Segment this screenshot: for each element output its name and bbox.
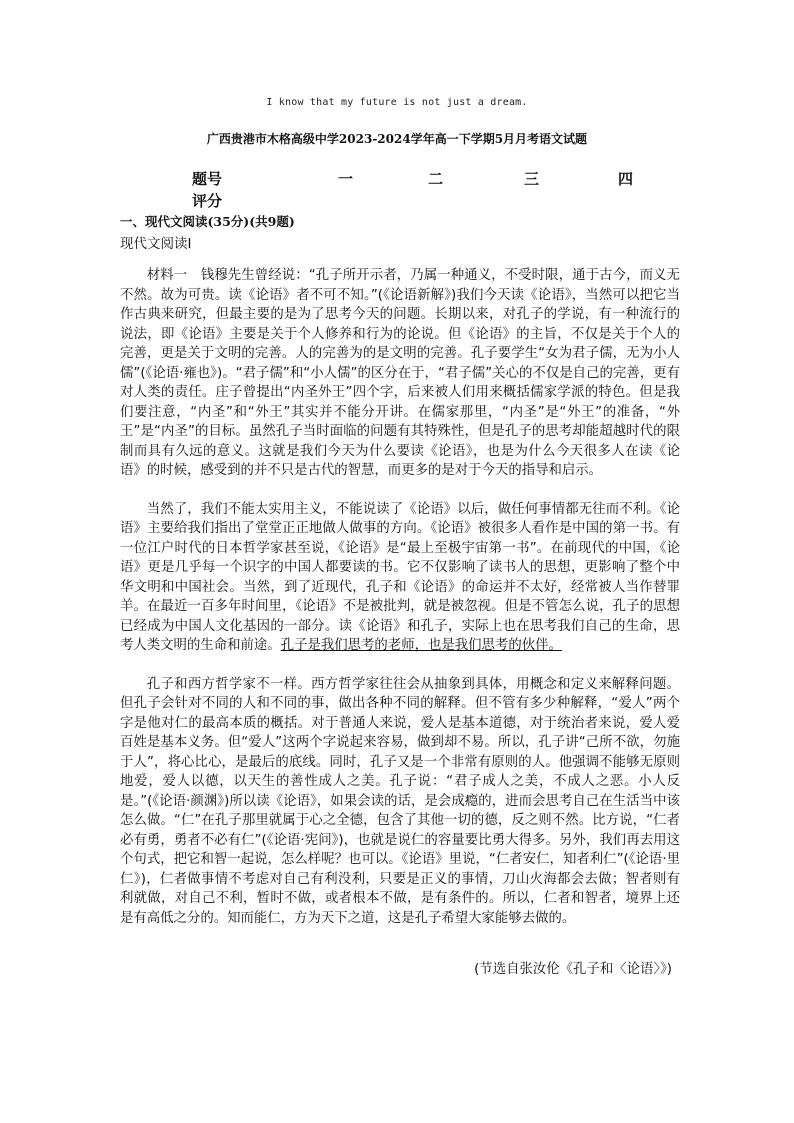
paragraph-3: 孔子和西方哲学家不一样。西方哲学家往往会从抽象到具体，用概念和定义来解释问题。但孔子会针对不同的人和不同的事，做出各种不同的解释。但不管有多少种解释，“爱人”两个字是他对仁的最高本质的概括。对于普通人来说，爱人是基本道德，对于统治者来说，爱人爱百姓是基本义务。但“爱人”这两个字说起来容易，做到却不易。所以，孔子讲“己所不欲，勿施于人”，将心比心，是最后的底线。同时，孔子又是一个非常有原则的人。他强调不能够无原则地爱，爱人以德，以天生的善性成人之美。孔子说：“君子成人之美，不成人之恶。小人反是。”(《论语·颜渊》)所以读《论语》，如果会读的话，是会成瘾的，进而会思考自己在生活当中该怎么做。“仁”在孔子那里就属于心之全德，包含了其他一切的德，反之则不然。比方说，“仁者必有勇，勇者不必有仁”(《论语·宪问》)，也就是说仁的容量要比勇大得多。另外，我们再去用这个句式，把它和智一起说，怎么样呢？也可以。《论语》里说，“仁者安仁，知者利仁”(《论语·里仁》)，仁者做事情不考虑对自己有利没利，只要是正义的事情，刀山火海都会去做；智者则有利就做，对自己不利，暂时不做，或者根本不做，是有条件的。所以，仁者和智者，境界上还是有高低之分的。知而能仁，方为天下之道，这是孔子希望大家能够去做的。 <box>120 676 680 926</box>
header-motto: I know that my future is not just a dream. <box>266 97 528 108</box>
source-citation: (节选自张汝伦《孔子和〈论语〉》) <box>474 962 672 977</box>
paragraph-2-text: 当然了，我们不能太实用主义，不能说读了《论语》以后，做任何事情都无往而不利。《论语》主要给我们指出了堂堂正正地做人做事的方向。《论语》被很多人看作是中国的第一书。有一位江户时代的日本哲学家甚至说，《论语》是“最上至极宇宙第一书”。在前现代的中国，《论语》更是几乎每一个识字的中国人都要读的书。它不仅影响了读书人的思想，更影响了整个中华文明和中国社会。当然，到了近现代，孔子和《论语》的命运并不太好，经常被人当作替罪羊。在最近一百多年时间里，《论语》不是被批判，就是被忽视。但是不管怎么说，孔子的思想已经成为中国人文化基因的一部分。读《论语》和孔子，实际上也在思考我们自己的生命，思考人类文明的生命和前途。 <box>120 501 680 653</box>
score-row-headers <box>192 168 652 190</box>
paragraph-2 <box>120 500 680 656</box>
sub-heading: 现代文阅读Ⅰ <box>120 236 192 252</box>
score-header-1: 一 <box>338 170 354 188</box>
paragraph-1: 材料一 钱穆先生曾经说：“孔子所开示者，乃属一种通义，不受时限，通于古今，而义无不然。故为可贵。读《论语》者不可不知。”(《论语新解》)我们今天读《论语》，当然可以把它当作古典来研究，但最主要的是为了思考今天的问题。长期以来，对孔子的学说，有一种流行的说法，即《论语》主要是关于个人修养和行为的论说。但《论语》的主旨，不仅是关于个人的完善，更是关于文明的完善。人的完善为的是文明的完善。孔子要学生“女为君子儒，无为小人儒”(《论语·雍也》)。“君子儒”和“小人儒”的区分在于，“君子儒”关心的不仅是自己的完善，更有对人类的责任。庄子曾提出“内圣外王”四个字，后来被人们用来概括儒家学派的特色。但是我们要注意，“内圣”和“外王”其实并不能分开讲。在儒家那里，“内圣”是“外王”的准备，“外王”是“内圣”的目标。虽然孔子当时面临的问题有其特殊性，但是孔子的思考却能超越时代的限制而具有久远的意义。这就是我们今天为什么要读《论语》，也是为什么今天很多人在读《论语》的时候，感受到的并不只是古代的智慧，而更多的是对于今天的指导和启示。 <box>120 268 680 478</box>
paragraph-2-underlined-sentence: 孔子是我们思考的老师，也是我们思考的伙伴。 <box>280 638 562 653</box>
score-header-4: 四 <box>618 170 634 188</box>
score-table <box>192 168 652 212</box>
score-header-3: 三 <box>524 170 540 188</box>
score-header-2: 二 <box>428 170 444 188</box>
section-heading: 一、现代文阅读(35分)(共9题) <box>120 214 295 229</box>
score-header-label: 题号 <box>192 170 223 188</box>
score-row-label: 评分 <box>192 192 223 210</box>
reading-passage <box>120 266 680 947</box>
exam-title: 广西贵港市木格高级中学2023-2024学年高一下学期5月月考语文试题 <box>206 132 588 146</box>
score-row-scores <box>192 190 652 212</box>
